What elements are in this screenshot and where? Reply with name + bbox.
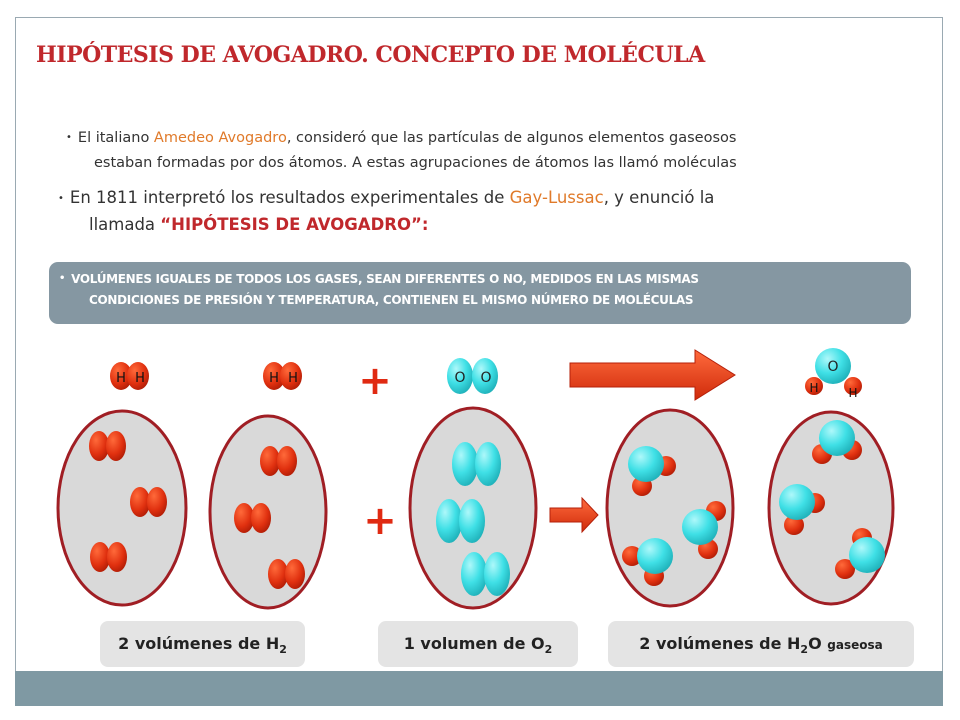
para1-text-1: El italiano (77, 130, 154, 146)
para1-text-2: , consideró que las partículas de algunos elementos gaseosos (286, 130, 737, 146)
bullet-icon: • (59, 273, 66, 284)
caption-subscript: 2 (544, 643, 553, 657)
caption-o2-volume (378, 621, 578, 667)
o-label: O (827, 359, 839, 375)
h-label: H (809, 381, 819, 395)
small-arrow-icon (550, 498, 598, 532)
callout-text-1: VOLÚMENES IGUALES DE TODOS LOS GASES, SEAN DIFERENTES O NO, MEDIDOS EN LAS MISMAS (71, 272, 699, 286)
o-label: O (480, 370, 492, 386)
para2-text-1: En 1811 interpretó los resultados experimentales de (69, 188, 510, 207)
big-arrow-icon (570, 350, 735, 400)
para2-text-3: llamada (89, 215, 161, 234)
caption-h2o-volumes (608, 621, 914, 667)
caption-subscript: 2 (279, 643, 287, 657)
h-label: H (288, 371, 298, 386)
hypothesis-name: “HIPÓTESIS DE AVOGADRO”: (160, 215, 429, 234)
legend-h2-molecule-2 (263, 362, 302, 390)
para2-text-2: , y enunció la (603, 188, 715, 207)
caption-small-text: gaseosa (827, 638, 883, 652)
h-label: H (116, 371, 126, 386)
slide-title: HIPÓTESIS DE AVOGADRO. CONCEPTO DE MOLÉCULA (36, 42, 705, 68)
caption-subscript: 2 (800, 643, 809, 657)
h-label: H (135, 371, 145, 386)
callout-line-2: CONDICIONES DE PRESIÓN Y TEMPERATURA, CONTIENEN EL MISMO NÚMERO DE MOLÉCULAS (89, 293, 694, 307)
legend-h2-molecule-1 (110, 362, 149, 390)
caption-text: O (808, 634, 828, 653)
para1-line-2: estaban formadas por dos átomos. A estas agrupaciones de átomos las llamó moléculas (94, 155, 737, 171)
caption-text: 2 volúmenes de H (118, 634, 280, 653)
gay-lussac-name: Gay-Lussac (509, 188, 604, 207)
o-label: O (454, 370, 466, 386)
legend-o2-molecule (447, 358, 498, 394)
plus-sign-top: + (358, 358, 392, 404)
bullet-icon: • (58, 193, 64, 204)
plus-sign: + (363, 498, 397, 544)
caption-text: 2 volúmenes de H (639, 634, 801, 653)
avogadro-name: Amedeo Avogadro (153, 130, 287, 146)
h-label: H (269, 371, 279, 386)
h-label: H (848, 386, 858, 400)
legend-h2o-molecule (805, 348, 862, 400)
caption-text: 1 volumen de O (403, 634, 545, 653)
bullet-icon: • (66, 132, 72, 143)
caption-h2-volumes (100, 621, 305, 667)
